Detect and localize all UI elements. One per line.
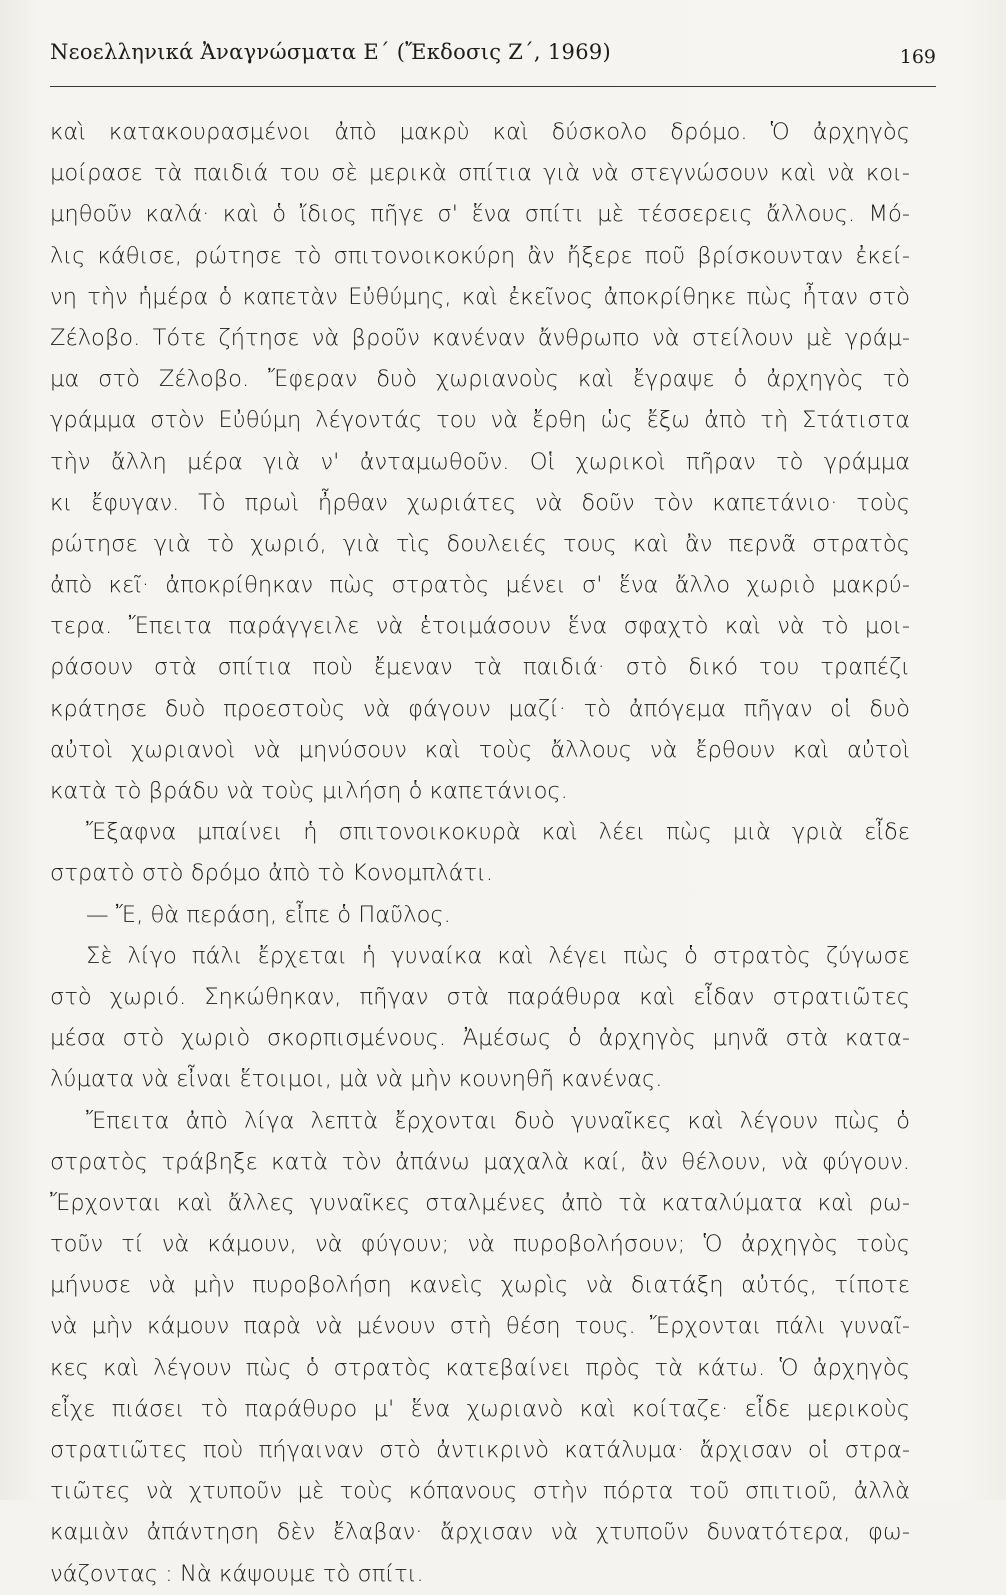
text-line: αὐτοὶ χωριανοὶ νὰ μηνύσουν καὶ τοὺς ἄλλους νὰ ἔρθουν καὶ αὐτοὶ [50,736,910,763]
text-line: εἶχε πιάσει τὸ παράθυρο μ' ἕνα χωριανὸ καὶ κοίταζε· εἶδε μερικοὺς [50,1395,910,1422]
text-line: μηθοῦν καλά· καὶ ὁ ἴδιος πῆγε σ' ἕνα σπίτι μὲ τέσσερεις ἄλλους. Μό- [50,201,910,228]
body-text [50,112,910,1595]
text-line: μέσα στὸ χωριὸ σκορπισμένους. Ἀμέσως ὁ ἀρχηγὸς μηνᾶ στὰ κατα- [50,1025,910,1052]
text-line: Ἔπειτα ἀπὸ λίγα λεπτὰ ἔρχονται δυὸ γυναῖκες καὶ λέγουν πὼς ὁ [86,1107,910,1134]
running-header [50,38,936,78]
text-line: στρατὸ στὸ δρόμο ἀπὸ τὸ Κονομπλάτι. [50,860,494,887]
text-line: στρατὸς τράβηξε κατὰ τὸν ἀπάνω μαχαλὰ καί, ἂν θέλουν, νὰ φύγουν. [50,1148,910,1175]
text-line: καὶ κατακουρασμένοι ἀπὸ μακρὺ καὶ δύσκολο δρόμο. Ὁ ἀρχηγὸς [50,119,910,145]
text-line: τιῶτες νὰ χτυποῦν μὲ τοὺς κόπανους στὴν πόρτα τοῦ σπιτιοῦ, ἀλλὰ [50,1478,910,1505]
text-line: κες καὶ λέγουν πὼς ὁ στρατὸς κατεβαίνει πρὸς τὰ κάτω. Ὁ ἀρχηγὸς [50,1354,910,1381]
header-title: Νεοελληνικά Ἀναγνώσματα Ε΄ (Ἔκδοσις Ζ΄, 1969) [50,40,612,64]
text-line: κι ἔφυγαν. Τὸ πρωὶ ἦρθαν χωριάτες νὰ δοῦν τὸν καπετάνιο· τοὺς [50,489,910,516]
text-line: στὸ χωριό. Σηκώθηκαν, πῆγαν στὰ παράθυρα καὶ εἶδαν στρατιῶτες [50,983,910,1010]
text-line: γράμμα στὸν Εὐθύμη λέγοντάς του νὰ ἔρθη ὡς ἔξω ἀπὸ τὴ Στάτιστα [50,407,910,434]
text-line: Ἔξαφνα μπαίνει ἡ σπιτονοικοκυρὰ καὶ λέει πὼς μιὰ γριὰ εἶδε [86,819,910,846]
text-line: μοίρασε τὰ παιδιά του σὲ μερικὰ σπίτια γιὰ νὰ στεγνώσουν καὶ νὰ κοι- [50,160,910,187]
text-line: μήνυσε νὰ μὴν πυροβολήση κανεὶς χωρὶς νὰ διατάξη αὐτός, τίποτε [50,1272,910,1299]
text-line: κράτησε δυὸ προεστοὺς νὰ φάγουν μαζί· τὸ ἀπόγεμα πῆγαν οἱ δυὸ [50,695,910,722]
dialogue-line: — Ἔ, θὰ περάση, εἶπε ὁ Παῦλος. [86,901,451,928]
header-rule [50,86,936,87]
text-line: νάζοντας : Νὰ κάψουμε τὸ σπίτι. [50,1560,424,1587]
text-line: ρώτησε γιὰ τὸ χωριό, γιὰ τὶς δουλειές τους καὶ ἂν περνᾶ στρατὸς [50,530,910,557]
text-line: κατὰ τὸ βράδυ νὰ τοὺς μιλήση ὁ καπετάνιος. [50,778,568,804]
text-line: Σὲ λίγο πάλι ἔρχεται ἡ γυναίκα καὶ λέγει πὼς ὁ στρατὸς ζύγωσε [86,942,910,969]
page-number: 169 [899,46,936,68]
text-line: τερα. Ἔπειτα παράγγειλε νὰ ἑτοιμάσουν ἕνα σφαχτὸ καὶ νὰ τὸ μοι- [50,613,910,640]
text-line: ἀπὸ κεῖ· ἀποκρίθηκαν πὼς στρατὸς μένει σ' ἕνα ἄλλο χωριὸ μακρύ- [50,572,910,599]
text-line: νὰ μὴν κάμουν παρὰ νὰ μένουν στὴ θέση τους. Ἔρχονται πάλι γυναῖ- [50,1313,910,1340]
text-line: τοῦν τί νὰ κάμουν, νὰ φύγουν; νὰ πυροβολήσουν; Ὁ ἀρχηγὸς τοὺς [50,1231,910,1258]
text-line: ράσουν στὰ σπίτια ποὺ ἔμεναν τὰ παιδιά· στὸ δικό του τραπέζι [50,654,910,681]
text-line: νη τὴν ἡμέρα ὁ καπετὰν Εὐθύμης, καὶ ἐκεῖνος ἀποκρίθηκε πὼς ἦταν στὸ [50,283,910,310]
text-line: στρατιῶτες ποὺ πήγαιναν στὸ ἀντικρινὸ κατάλυμα· ἄρχισαν οἱ στρα- [50,1437,910,1463]
text-line: μα στὸ Ζέλοβο. Ἔφεραν δυὸ χωριανοὺς καὶ ἔγραψε ὁ ἀρχηγὸς τὸ [50,366,910,393]
text-line: καμιὰν ἀπάντηση δὲν ἔλαβαν· ἄρχισαν νὰ χτυποῦν δυνατότερα, φω- [50,1519,910,1546]
text-line: Ἔρχονται καὶ ἄλλες γυναῖκες σταλμένες ἀπὸ τὰ καταλύματα καὶ ρω- [50,1189,910,1216]
text-line: λις κάθισε, ρώτησε τὸ σπιτονοικοκύρη ἂν ἤξερε ποῦ βρίσκουνταν ἐκεί- [50,242,910,269]
text-line: τὴν ἄλλη μέρα γιὰ ν' ἀνταμωθοῦν. Οἱ χωρικοὶ πῆραν τὸ γράμμα [50,448,910,475]
text-line: Ζέλοβο. Τότε ζήτησε νὰ βροῦν κανέναν ἄνθρωπο νὰ στείλουν μὲ γράμ- [50,324,910,351]
text-line: λύματα νὰ εἶναι ἕτοιμοι, μὰ νὰ μὴν κουνηθῆ κανένας. [50,1066,663,1093]
